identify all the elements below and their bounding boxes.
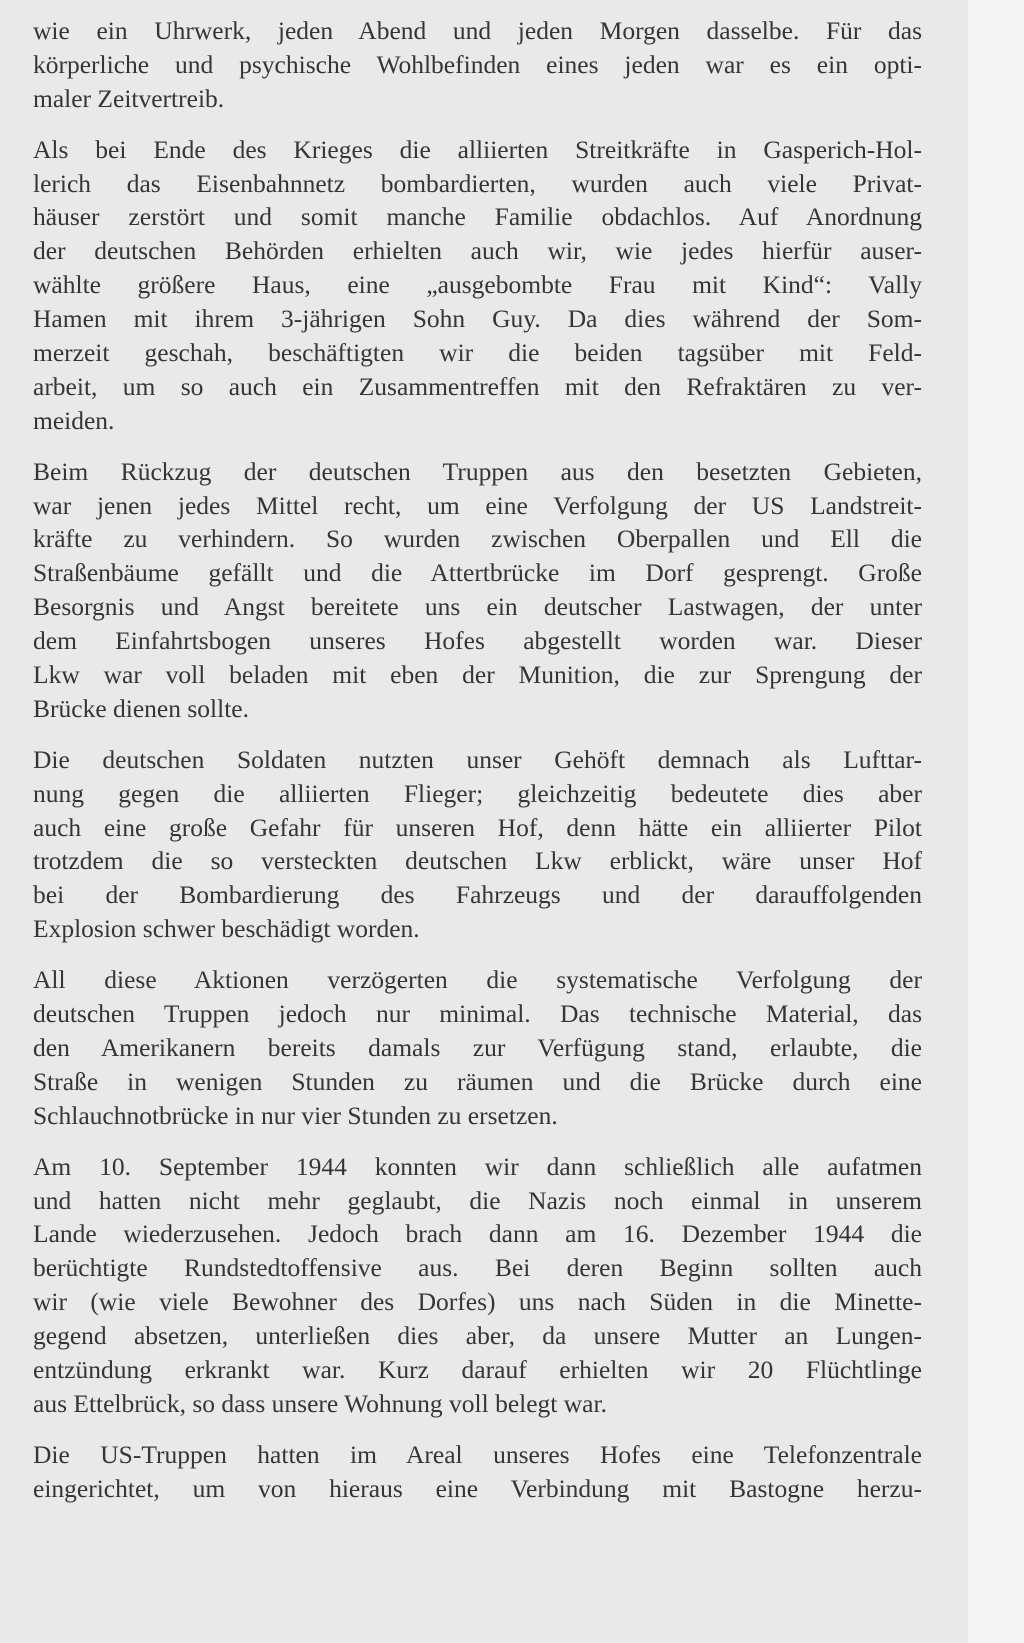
text-line: wählte größere Haus, eine „ausgebombte Frau mit Kind“: Vally <box>33 270 922 300</box>
text-line: wir (wie viele Bewohner des Dorfes) uns nach Süden in die Minette- <box>33 1287 922 1317</box>
text-line: Hamen mit ihrem 3-jährigen Sohn Guy. Da dies während der Som- <box>33 304 922 334</box>
paragraph <box>33 133 922 438</box>
text-line: körperliche und psychische Wohlbefinden eines jeden war es ein opti- <box>33 49 922 79</box>
paragraph <box>33 1150 922 1421</box>
text-line: Brücke dienen sollte. <box>33 693 249 723</box>
text-line: nung gegen die alliierten Flieger; gleichzeitig bedeutete dies aber <box>33 778 922 808</box>
text-line: lerich das Eisenbahnnetz bombardierten, wurden auch viele Privat- <box>33 168 922 198</box>
text-line: dem Einfahrtsbogen unseres Hofes abgestellt worden war. Dieser <box>33 626 922 656</box>
text-line: kräfte zu verhindern. So wurden zwischen Oberpallen und Ell die <box>33 524 922 554</box>
paragraph <box>33 743 922 946</box>
text-line: war jenen jedes Mittel recht, um eine Verfolgung der US Landstreit- <box>33 490 922 520</box>
text-line: der deutschen Behörden erhielten auch wir, wie jedes hierfür auser- <box>33 236 922 266</box>
text-line: merzeit geschah, beschäftigten wir die beiden tagsüber mit Feld- <box>33 338 922 368</box>
text-line: All diese Aktionen verzögerten die systematische Verfolgung der <box>33 965 922 995</box>
text-line: arbeit, um so auch ein Zusammentreffen mit den Refraktären zu ver- <box>33 371 922 401</box>
text-line: und hatten nicht mehr geglaubt, die Nazis noch einmal in unserem <box>33 1185 922 1215</box>
text-line: entzündung erkrankt war. Kurz darauf erhielten wir 20 Flüchtlinge <box>33 1354 922 1384</box>
text-line: wie ein Uhrwerk, jeden Abend und jeden Morgen dasselbe. Für das <box>33 16 922 45</box>
paragraph <box>33 1438 922 1506</box>
paragraph <box>33 14 922 116</box>
text-line: Schlauchnotbrücke in nur vier Stunden zu ersetzen. <box>33 1100 558 1130</box>
text-line: den Amerikanern bereits damals zur Verfügung stand, erlaubte, die <box>33 1032 922 1062</box>
text-line: Die deutschen Soldaten nutzten unser Gehöft demnach als Lufttar- <box>33 744 922 774</box>
text-line: trotzdem die so versteckten deutschen Lkw erblickt, wäre unser Hof <box>33 846 922 876</box>
text-line: deutschen Truppen jedoch nur minimal. Das technische Material, das <box>33 999 922 1029</box>
text-line: Straße in wenigen Stunden zu räumen und die Brücke durch eine <box>33 1066 922 1096</box>
text-line: gegend absetzen, unterließen dies aber, da unsere Mutter an Lungen- <box>33 1321 922 1351</box>
text-line: meiden. <box>33 405 115 435</box>
text-line: bei der Bombardierung des Fahrzeugs und der darauffolgenden <box>33 880 922 910</box>
paragraph <box>33 455 922 726</box>
body-text <box>33 14 922 1506</box>
text-line: eingerichtet, um von hieraus eine Verbindung mit Bastogne herzu- <box>33 1473 922 1503</box>
text-line: Am 10. September 1944 konnten wir dann schließlich alle aufatmen <box>33 1151 922 1181</box>
text-line: berüchtigte Rundstedtoffensive aus. Bei deren Beginn sollten auch <box>33 1253 922 1283</box>
text-line: Beim Rückzug der deutschen Truppen aus den besetzten Gebieten, <box>33 456 922 486</box>
paragraph <box>33 963 922 1132</box>
text-line: Explosion schwer beschädigt worden. <box>33 914 420 944</box>
text-line: Lkw war voll beladen mit eben der Munition, die zur Sprengung der <box>33 660 922 690</box>
text-line: Lande wiederzusehen. Jedoch brach dann am 16. Dezember 1944 die <box>33 1219 922 1249</box>
text-line: Besorgnis und Angst bereitete uns ein deutscher Lastwagen, der unter <box>33 592 922 622</box>
text-line: Straßenbäume gefällt und die Attertbrücke im Dorf gesprengt. Große <box>33 558 922 588</box>
text-line: Als bei Ende des Krieges die alliierten Streitkräfte in Gasperich-Hol- <box>33 134 922 164</box>
text-line: häuser zerstört und somit manche Familie obdachlos. Auf Anordnung <box>33 202 922 232</box>
text-line: auch eine große Gefahr für unseren Hof, denn hätte ein alliierter Pilot <box>33 812 922 842</box>
text-line: maler Zeitvertreib. <box>33 83 225 113</box>
text-line: aus Ettelbrück, so dass unsere Wohnung voll belegt war. <box>33 1388 607 1418</box>
text-line: Die US-Truppen hatten im Areal unseres Hofes eine Telefonzentrale <box>33 1439 922 1469</box>
